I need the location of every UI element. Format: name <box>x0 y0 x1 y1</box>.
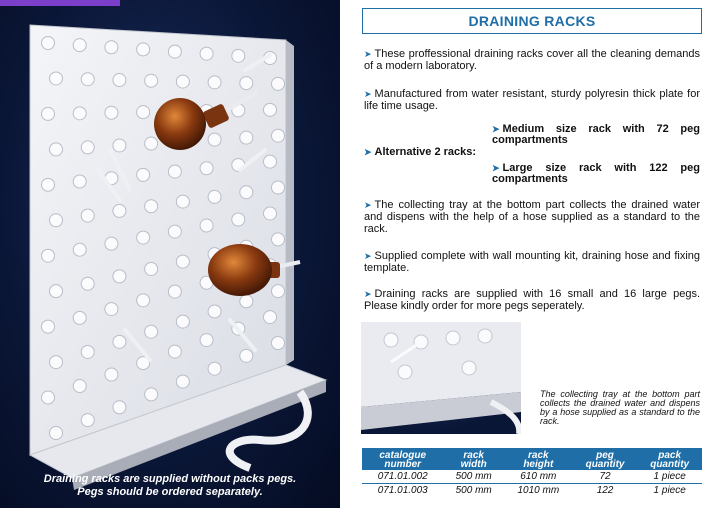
peg-hole <box>50 72 63 85</box>
header-pack-quantity-l1: pack <box>658 449 682 461</box>
header-catalogue-number <box>362 448 443 470</box>
table-header-row <box>362 448 702 470</box>
peg-hole <box>105 368 118 381</box>
table-cell: 610 mm <box>504 470 573 484</box>
peg-hole <box>272 337 285 350</box>
peg-hole <box>105 41 118 54</box>
tray-illustration <box>361 322 521 434</box>
alternative-option-medium <box>492 124 700 146</box>
header-catalogue-number-l2: number <box>384 458 422 470</box>
peg-hole <box>208 190 221 203</box>
header-rack-width-l2: width <box>460 458 487 470</box>
peg-hole <box>232 49 245 62</box>
peg-hole <box>145 388 158 401</box>
table-cell: 1 piece <box>653 485 686 496</box>
arrow-right-icon: ➤ <box>364 200 372 210</box>
alternative-option-medium-text: Medium size rack with 72 peg compartments <box>492 123 700 146</box>
peg-hole <box>81 141 94 154</box>
peg-hole <box>42 107 55 120</box>
peg-hole <box>50 427 63 440</box>
peg-hole <box>42 320 55 333</box>
peg-hole <box>145 262 158 275</box>
table-cell: 1 piece <box>637 470 702 484</box>
peg-hole <box>81 414 94 427</box>
peg-hole <box>176 375 189 388</box>
peg-hole <box>200 219 213 232</box>
peg-hole <box>113 270 126 283</box>
peg-hole <box>272 129 285 142</box>
header-pack-quantity <box>637 448 702 470</box>
table-cell: 071.01.002 <box>362 470 443 484</box>
alternatives-label <box>364 146 476 158</box>
paragraph-material-text: Manufactured from water resistant, sturdy polyresin thick plate for life time usage. <box>364 88 700 112</box>
peg-hole <box>73 39 86 52</box>
peg-hole <box>73 311 86 324</box>
paragraph-tray-text: The collecting tray at the bottom part collects the drained water and dispens with the help of a hose supplied as a standard to the rack. <box>364 199 700 235</box>
alternative-option-large <box>492 163 700 185</box>
peg-hole <box>176 315 189 328</box>
table-cell: 72 <box>573 470 638 484</box>
table-cell: 1010 mm <box>517 485 560 496</box>
peg-hole <box>240 186 253 199</box>
peg-hole <box>42 37 55 50</box>
paragraph-pegs <box>364 288 700 312</box>
peg-hole <box>200 334 213 347</box>
header-pack-quantity-l2: quantity <box>650 458 690 470</box>
paragraph-pegs-text: Draining racks are supplied with 16 small and 16 large pegs. Please kindly order for more pegs seperately. <box>364 288 700 312</box>
draining-rack-illustration <box>0 0 340 508</box>
table-cell: 122 <box>596 485 614 496</box>
peg-hole <box>176 195 189 208</box>
photo-caption <box>10 473 330 499</box>
header-rack-height <box>504 448 573 470</box>
peg-hole <box>272 285 285 298</box>
peg-hole <box>137 43 150 56</box>
peg-hole <box>50 214 63 227</box>
table-cell: 500 mm <box>455 485 492 496</box>
peg-hole <box>264 311 277 324</box>
peg-hole <box>145 137 158 150</box>
peg-hole <box>73 380 86 393</box>
peg-hole <box>50 356 63 369</box>
peg-hole <box>81 209 94 222</box>
peg-hole <box>200 47 213 60</box>
peg-hole <box>240 77 253 90</box>
table-cell: 071.01.003 <box>377 485 428 496</box>
peg-hole <box>264 207 277 220</box>
paragraph-kit-text: Supplied complete with wall mounting kit, draining hose and fixing template. <box>364 250 700 274</box>
peg-hole <box>81 73 94 86</box>
peg-hole <box>272 181 285 194</box>
peg-hole <box>208 305 221 318</box>
header-peg-quantity-l2: quantity <box>585 458 625 470</box>
paragraph-kit <box>364 250 700 274</box>
photo-caption-line2: Pegs should be ordered separately. <box>77 486 263 498</box>
peg-hole <box>105 237 118 250</box>
header-catalogue-number-l1: catalogue <box>379 449 427 461</box>
peg-hole <box>73 175 86 188</box>
peg-hole <box>264 155 277 168</box>
photo-caption-line1: Draining racks are supplied without packs pegs. <box>43 473 297 485</box>
arrow-right-icon: ➤ <box>364 289 372 299</box>
peg-hole <box>208 362 221 375</box>
paragraph-tray <box>364 199 700 235</box>
rack-photo <box>0 0 340 508</box>
header-rack-height-l2: height <box>523 458 554 470</box>
peg-hole <box>200 162 213 175</box>
tray-photo <box>361 322 521 434</box>
specification-table <box>362 448 702 497</box>
table-row <box>362 470 702 484</box>
peg-hole <box>176 75 189 88</box>
peg-hole <box>168 345 181 358</box>
peg-hole <box>113 204 126 217</box>
peg-hole <box>113 401 126 414</box>
arrow-right-icon: ➤ <box>492 124 500 134</box>
peg-hole <box>137 106 150 119</box>
peg-hole <box>81 345 94 358</box>
peg-hole <box>113 139 126 152</box>
peg-hole <box>240 295 253 308</box>
peg-hole <box>81 277 94 290</box>
peg-hole <box>73 107 86 120</box>
arrow-right-icon: ➤ <box>364 89 372 99</box>
peg-hole <box>208 76 221 89</box>
peg-hole <box>137 231 150 244</box>
tray-caption: The collecting tray at the bottom part collects the drained water and dispens by a hose supplied as a standard to the rack. <box>540 389 700 426</box>
peg-hole <box>240 131 253 144</box>
peg-hole <box>272 233 285 246</box>
description-panel <box>356 0 706 508</box>
arrow-right-icon: ➤ <box>364 147 372 157</box>
peg-hole <box>232 213 245 226</box>
peg-hole <box>168 45 181 58</box>
peg-hole <box>145 74 158 87</box>
peg-hole <box>168 285 181 298</box>
rack-board-edge <box>286 40 294 365</box>
peg-hole <box>113 335 126 348</box>
alternative-option-large-text: Large size rack with 122 peg compartments <box>492 162 700 185</box>
peg-hole <box>50 143 63 156</box>
alternatives-label-text: Alternative 2 racks: <box>374 146 477 158</box>
peg-hole <box>168 165 181 178</box>
arrow-right-icon: ➤ <box>492 163 500 173</box>
paragraph-overview-text: These proffessional draining racks cover all the cleaning demands of a modern laboratory. <box>364 48 700 72</box>
header-rack-width <box>443 448 503 470</box>
arrow-right-icon: ➤ <box>364 49 372 59</box>
header-rack-width-l1: rack <box>463 449 484 461</box>
peg-hole <box>168 225 181 238</box>
peg-hole <box>208 133 221 146</box>
paragraph-material <box>364 88 700 112</box>
peg-hole <box>42 249 55 262</box>
peg-hole <box>113 74 126 87</box>
peg-hole <box>264 103 277 116</box>
section-title: DRAINING RACKS <box>362 8 702 34</box>
peg-hole <box>50 285 63 298</box>
table-cell: 500 mm <box>443 470 503 484</box>
peg-hole <box>137 168 150 181</box>
peg-hole <box>105 106 118 119</box>
peg-hole <box>137 294 150 307</box>
paragraph-overview <box>364 48 700 72</box>
header-rack-height-l1: rack <box>528 449 549 461</box>
peg-hole <box>272 77 285 90</box>
peg-hole <box>73 243 86 256</box>
peg-hole <box>240 349 253 362</box>
peg-hole <box>145 325 158 338</box>
header-peg-quantity-l1: peg <box>596 449 614 461</box>
peg-hole <box>42 178 55 191</box>
table-row <box>362 484 702 498</box>
peg-hole <box>145 200 158 213</box>
header-peg-quantity <box>573 448 638 470</box>
peg-hole <box>42 391 55 404</box>
arrow-right-icon: ➤ <box>364 251 372 261</box>
peg-hole <box>176 255 189 268</box>
peg-hole <box>105 303 118 316</box>
